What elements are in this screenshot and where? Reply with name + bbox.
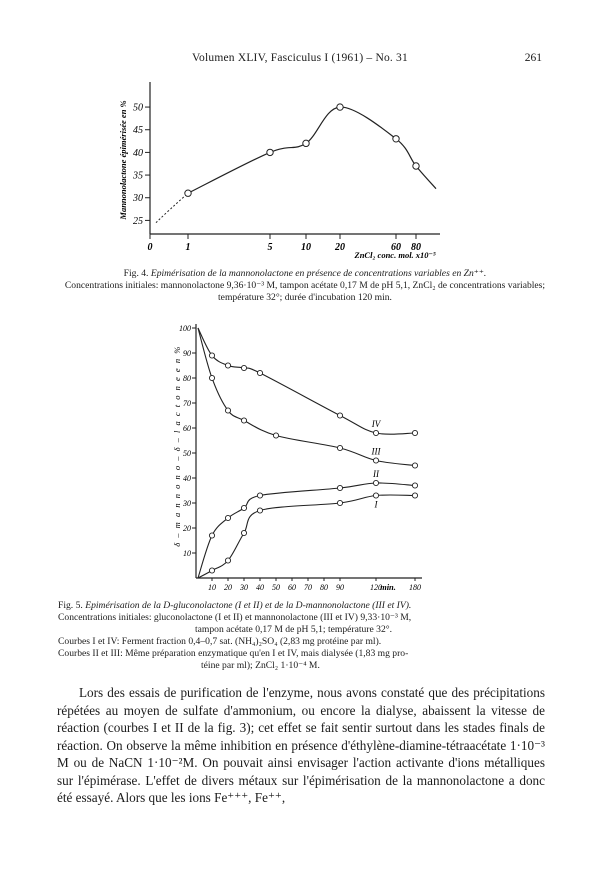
fig4-series-line [188, 107, 436, 193]
fig5-data-point [412, 493, 417, 498]
fig4-data-point [267, 149, 273, 155]
fig4-y-tick-label: 35 [133, 170, 143, 182]
fig5-y-tick-label: 20 [183, 524, 191, 533]
fig5-curve-label: III [371, 446, 381, 457]
page-number: 261 [524, 52, 542, 64]
fig5-x-tick-label: 50 [272, 583, 280, 592]
fig4-extrapolation-dashed [156, 193, 188, 222]
fig5-data-point [257, 508, 262, 513]
fig5-x-tick-label: 10 [208, 583, 216, 592]
fig5-y-tick-label: 90 [183, 349, 191, 358]
fig5-x-tick-label: 30 [240, 583, 248, 592]
fig5-y-axis-label: δ – m a n n o n o – δ – l a c t o n e e n % [172, 345, 182, 547]
fig5-data-point [337, 500, 342, 505]
fig5-data-point [257, 493, 262, 498]
fig5-data-point [273, 433, 278, 438]
body-paragraph: Lors des essais de purification de l'enzyme, nous avons constaté que des précipitations répétées au moyen de sulfate d'ammonium, ou encore la dialyse, abaissent la vitesse de réaction (courbes I et II de la fig. 3); cet effet se fait sentir surtout dans les stades finals de réaction. On observe la même inhibition en présence d'éthylène-diamine-tétraacétate 1·10⁻³ M ou de NaCN 1·10⁻²M. On pouvait ainsi envisager l'action activante d'ions métalliques sur l'épimérase. L'effet de divers métaux sur l'épimérisation de la mannonolactone a donc été essayé. Alors que les ions Fe⁺⁺⁺, Fe⁺⁺, [57, 685, 545, 805]
fig5-data-point [241, 505, 246, 510]
fig4-y-ticks [132, 103, 150, 227]
fig5-x-tick-label: 180 [409, 583, 421, 592]
fig5-y-tick-label: 80 [183, 374, 191, 383]
fig4-caption-body: Concentrations initiales: mannonolactone 9,36·10⁻³ M, tampon acétate 0,17 M de pH 5,1, ZnCl₂ de concentrations variables; température 32°; durée d'incubation 120 min. [64, 280, 546, 303]
fig5-series-line [198, 328, 415, 466]
fig5-x-axis-label: min. [380, 582, 396, 592]
fig5-data-point [241, 418, 246, 423]
fig5-data-point [225, 408, 230, 413]
fig5-data-point [225, 363, 230, 368]
fig5-axes [196, 324, 422, 578]
fig4-x-tick-label: 20 [335, 242, 345, 253]
fig5-caption-line: téine par ml); ZnCl₂ 1·10⁻⁴ M. [201, 660, 320, 671]
fig4-x-axis-label: ZnCl₂ conc. mol. x10⁻⁵ [354, 250, 436, 260]
figure-4-chart [118, 78, 458, 266]
fig5-caption-line: tampon acétate 0,17 M de pH 5,1; température 32°. [195, 624, 392, 635]
fig4-x-tick-label: 1 [185, 242, 191, 253]
fig5-y-tick-label: 50 [183, 449, 191, 458]
fig5-data-point [225, 558, 230, 563]
figure-4-caption [60, 268, 550, 304]
figure-5-chart [170, 318, 450, 596]
fig5-data-point [209, 533, 214, 538]
fig4-caption-label: Fig. 4. [123, 268, 149, 279]
fig5-data-point [241, 365, 246, 370]
running-header [0, 52, 600, 70]
fig4-x-tick-label: 10 [301, 242, 311, 253]
fig5-data-point [373, 480, 378, 485]
fig5-data-point [412, 463, 417, 468]
fig5-data-point [337, 485, 342, 490]
fig5-y-tick-label: 100 [179, 324, 191, 333]
fig5-y-tick-label: 10 [183, 549, 191, 558]
fig5-data-point [373, 430, 378, 435]
fig5-data-point [209, 375, 214, 380]
fig5-caption-line: Courbes II et III: Même préparation enzymatique qu'en I et IV, mais dialysée (1,83 mg pro- [58, 648, 409, 659]
fig5-caption-line: Concentrations initiales: gluconolactone (I et II) et mannonolactone (III et IV) 9,33·10⁻³ M, [58, 612, 412, 623]
fig4-y-axis-label: Mannonolactone épimérisée en % [118, 100, 128, 220]
fig4-data-points [185, 104, 419, 197]
fig5-curve-label: IV [371, 419, 381, 429]
fig5-data-point [257, 370, 262, 375]
fig5-data-point [373, 493, 378, 498]
fig5-series-line [198, 495, 415, 578]
fig5-data-point [209, 353, 214, 358]
fig5-y-tick-label: 70 [183, 399, 191, 408]
fig5-x-tick-label: 90 [336, 583, 344, 592]
fig4-y-tick-label: 45 [133, 125, 143, 137]
journal-title: Volumen XLIV, Fasciculus I (1961) – No. 31 [192, 52, 408, 64]
fig5-caption-label: Fig. 5. [58, 600, 83, 611]
fig5-y-tick-label: 40 [183, 474, 191, 483]
fig5-series-line [198, 328, 415, 434]
fig5-series-line [198, 483, 415, 578]
fig4-data-point [337, 104, 343, 110]
fig4-y-tick-label: 25 [133, 215, 143, 227]
fig5-data-point [373, 458, 378, 463]
fig5-y-tick-label: 60 [183, 424, 191, 433]
fig5-data-point [412, 430, 417, 435]
fig5-data-point [337, 445, 342, 450]
fig4-data-point [413, 163, 419, 169]
fig5-curve-label: II [373, 469, 379, 479]
figure-5-caption [58, 600, 550, 672]
body-text [57, 684, 545, 807]
fig4-axes [150, 82, 440, 234]
fig5-caption-title: Epimérisation de la D-gluconolactone (I et II) et de la D-mannonolactone (III et IV). [85, 600, 412, 611]
fig4-x-tick-label: 60 [391, 242, 401, 253]
fig4-data-point [393, 136, 399, 142]
fig4-x-tick-label: 80 [411, 242, 421, 253]
fig4-x-tick-label: 5 [267, 242, 273, 253]
fig4-caption-title: Epimérisation de la mannonolactone en présence de concentrations variables en Zn⁺⁺. [150, 268, 487, 279]
fig5-caption-line: Courbes I et IV: Ferment fraction 0,4–0,7 sat. (NH₄)₂SO₄ (2,83 mg protéine par ml). [58, 636, 382, 647]
fig4-y-tick-label: 30 [133, 193, 143, 205]
fig5-curve-label: I [374, 499, 378, 510]
fig5-x-tick-label: 120 [370, 583, 382, 592]
fig5-data-point [225, 515, 230, 520]
fig5-y-tick-label: 30 [183, 499, 191, 508]
fig5-data-point [209, 568, 214, 573]
fig5-x-tick-label: 60 [288, 583, 296, 592]
fig5-x-tick-label: 40 [256, 583, 264, 592]
fig5-data-point [412, 483, 417, 488]
fig4-data-point [303, 140, 309, 146]
fig5-data-point [337, 413, 342, 418]
fig5-x-tick-label: 70 [304, 583, 312, 592]
fig5-data-points [209, 353, 417, 573]
fig4-y-tick-label: 50 [133, 102, 143, 114]
fig5-x-tick-label: 80 [320, 583, 328, 592]
fig4-x-tick-label: 0 [147, 242, 153, 253]
fig4-data-point [185, 190, 191, 196]
fig5-data-point [241, 530, 246, 535]
fig4-y-tick-label: 40 [133, 147, 143, 159]
fig5-x-tick-label: 20 [224, 583, 232, 592]
